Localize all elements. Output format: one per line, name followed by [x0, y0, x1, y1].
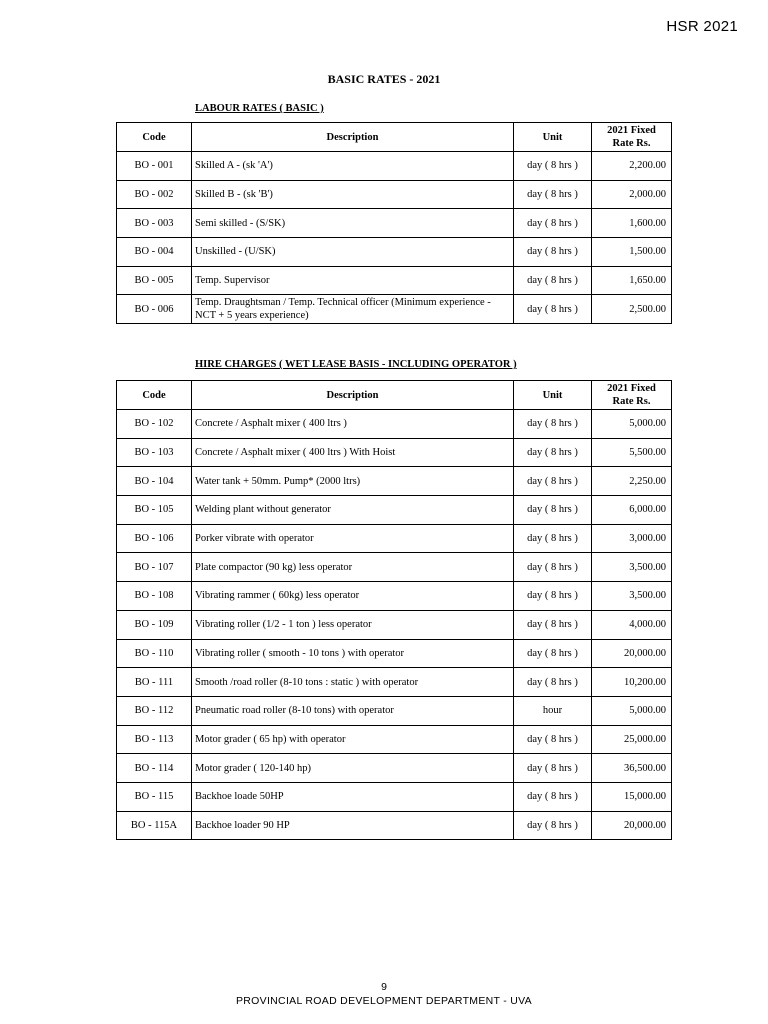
- cell-rate: 3,500.00: [592, 582, 672, 611]
- table-row: [117, 610, 672, 639]
- table-row: [117, 754, 672, 783]
- cell-description: Semi skilled - (S/SK): [192, 209, 514, 238]
- cell-code: BO - 113: [117, 725, 192, 754]
- cell-code: BO - 115: [117, 782, 192, 811]
- hire-charges-table: [116, 380, 672, 840]
- cell-rate: 36,500.00: [592, 754, 672, 783]
- column-header-unit: Unit: [514, 123, 592, 152]
- cell-description: Temp. Draughtsman / Temp. Technical officer (Minimum experience - NCT + 5 years experience): [192, 295, 514, 324]
- cell-description: Unskilled - (U/SK): [192, 238, 514, 267]
- cell-description: Motor grader ( 120-140 hp): [192, 754, 514, 783]
- cell-description: Concrete / Asphalt mixer ( 400 ltrs ): [192, 410, 514, 439]
- cell-unit: day ( 8 hrs ): [514, 496, 592, 525]
- cell-code: BO - 114: [117, 754, 192, 783]
- cell-unit: day ( 8 hrs ): [514, 610, 592, 639]
- cell-code: BO - 110: [117, 639, 192, 668]
- cell-unit: day ( 8 hrs ): [514, 467, 592, 496]
- table-row: [117, 553, 672, 582]
- labour-rates-table: [116, 122, 672, 324]
- page-title: BASIC RATES - 2021: [327, 72, 441, 86]
- labour-section-heading: LABOUR RATES ( BASIC ): [195, 103, 324, 114]
- table-row: [117, 238, 672, 267]
- cell-code: BO - 006: [117, 295, 192, 324]
- cell-description: Plate compactor (90 kg) less operator: [192, 553, 514, 582]
- cell-unit: day ( 8 hrs ): [514, 524, 592, 553]
- cell-rate: 1,600.00: [592, 209, 672, 238]
- cell-description: Water tank + 50mm. Pump* (2000 ltrs): [192, 467, 514, 496]
- cell-rate: 20,000.00: [592, 811, 672, 840]
- column-header-description: Description: [192, 123, 514, 152]
- cell-code: BO - 115A: [117, 811, 192, 840]
- cell-rate: 5,500.00: [592, 438, 672, 467]
- cell-unit: day ( 8 hrs ): [514, 238, 592, 267]
- page-number: 9: [381, 981, 387, 993]
- table-row: [117, 152, 672, 181]
- table-row: [117, 209, 672, 238]
- cell-rate: 3,500.00: [592, 553, 672, 582]
- table-row: [117, 180, 672, 209]
- cell-description: Welding plant without generator: [192, 496, 514, 525]
- cell-rate: 2,200.00: [592, 152, 672, 181]
- table-row: [117, 696, 672, 725]
- cell-code: BO - 107: [117, 553, 192, 582]
- cell-rate: 15,000.00: [592, 782, 672, 811]
- column-header-rate: [592, 123, 672, 152]
- table-row: [117, 496, 672, 525]
- hire-section-heading: HIRE CHARGES ( WET LEASE BASIS - INCLUDING OPERATOR ): [195, 359, 517, 370]
- cell-rate: 5,000.00: [592, 410, 672, 439]
- table-row: [117, 524, 672, 553]
- cell-description: Vibrating roller (1/2 - 1 ton ) less operator: [192, 610, 514, 639]
- cell-code: BO - 111: [117, 668, 192, 697]
- cell-unit: day ( 8 hrs ): [514, 410, 592, 439]
- cell-unit: hour: [514, 696, 592, 725]
- rate-header-line2: Rate Rs.: [612, 396, 651, 407]
- cell-rate: 2,500.00: [592, 295, 672, 324]
- cell-rate: 6,000.00: [592, 496, 672, 525]
- cell-description: Concrete / Asphalt mixer ( 400 ltrs ) With Hoist: [192, 438, 514, 467]
- cell-rate: 20,000.00: [592, 639, 672, 668]
- cell-description: Skilled A - (sk 'A'): [192, 152, 514, 181]
- cell-code: BO - 112: [117, 696, 192, 725]
- cell-code: BO - 103: [117, 438, 192, 467]
- cell-unit: day ( 8 hrs ): [514, 639, 592, 668]
- table-row: [117, 668, 672, 697]
- cell-unit: day ( 8 hrs ): [514, 553, 592, 582]
- cell-code: BO - 109: [117, 610, 192, 639]
- cell-code: BO - 108: [117, 582, 192, 611]
- cell-code: BO - 002: [117, 180, 192, 209]
- cell-description: Vibrating roller ( smooth - 10 tons ) with operator: [192, 639, 514, 668]
- cell-code: BO - 104: [117, 467, 192, 496]
- table-row: [117, 438, 672, 467]
- cell-description: Backhoe loade 50HP: [192, 782, 514, 811]
- table-row: [117, 725, 672, 754]
- cell-rate: 1,500.00: [592, 238, 672, 267]
- table-row: [117, 467, 672, 496]
- rate-header-line1: 2021 Fixed: [607, 383, 656, 394]
- cell-rate: 1,650.00: [592, 266, 672, 295]
- cell-description: Smooth /road roller (8-10 tons : static ) with operator: [192, 668, 514, 697]
- column-header-code: Code: [117, 123, 192, 152]
- column-header-description: Description: [192, 381, 514, 410]
- table-row: [117, 582, 672, 611]
- table-row: [117, 266, 672, 295]
- cell-description: Vibrating rammer ( 60kg) less operator: [192, 582, 514, 611]
- cell-code: BO - 102: [117, 410, 192, 439]
- document-code: HSR 2021: [666, 18, 738, 35]
- table-row: [117, 410, 672, 439]
- table-header-row: [117, 123, 672, 152]
- cell-unit: day ( 8 hrs ): [514, 754, 592, 783]
- cell-code: BO - 005: [117, 266, 192, 295]
- cell-rate: 5,000.00: [592, 696, 672, 725]
- cell-description: Motor grader ( 65 hp) with operator: [192, 725, 514, 754]
- cell-code: BO - 106: [117, 524, 192, 553]
- column-header-unit: Unit: [514, 381, 592, 410]
- cell-unit: day ( 8 hrs ): [514, 782, 592, 811]
- cell-description: Porker vibrate with operator: [192, 524, 514, 553]
- cell-unit: day ( 8 hrs ): [514, 582, 592, 611]
- column-header-rate: [592, 381, 672, 410]
- cell-unit: day ( 8 hrs ): [514, 295, 592, 324]
- cell-rate: 2,250.00: [592, 467, 672, 496]
- cell-unit: day ( 8 hrs ): [514, 725, 592, 754]
- cell-description: Backhoe loader 90 HP: [192, 811, 514, 840]
- cell-rate: 25,000.00: [592, 725, 672, 754]
- table-header-row: [117, 381, 672, 410]
- rate-header-line1: 2021 Fixed: [607, 125, 656, 136]
- cell-unit: day ( 8 hrs ): [514, 266, 592, 295]
- table-row: [117, 295, 672, 324]
- cell-unit: day ( 8 hrs ): [514, 811, 592, 840]
- footer-department: PROVINCIAL ROAD DEVELOPMENT DEPARTMENT - UVA: [236, 995, 532, 1007]
- cell-code: BO - 105: [117, 496, 192, 525]
- cell-description: Temp. Supervisor: [192, 266, 514, 295]
- cell-code: BO - 004: [117, 238, 192, 267]
- table-row: [117, 639, 672, 668]
- cell-unit: day ( 8 hrs ): [514, 180, 592, 209]
- cell-rate: 2,000.00: [592, 180, 672, 209]
- cell-description: Skilled B - (sk 'B'): [192, 180, 514, 209]
- cell-rate: 10,200.00: [592, 668, 672, 697]
- cell-code: BO - 001: [117, 152, 192, 181]
- cell-rate: 4,000.00: [592, 610, 672, 639]
- cell-rate: 3,000.00: [592, 524, 672, 553]
- cell-unit: day ( 8 hrs ): [514, 438, 592, 467]
- cell-unit: day ( 8 hrs ): [514, 152, 592, 181]
- table-row: [117, 811, 672, 840]
- rate-header-line2: Rate Rs.: [612, 138, 651, 149]
- cell-unit: day ( 8 hrs ): [514, 668, 592, 697]
- cell-code: BO - 003: [117, 209, 192, 238]
- cell-unit: day ( 8 hrs ): [514, 209, 592, 238]
- column-header-code: Code: [117, 381, 192, 410]
- cell-description: Pneumatic road roller (8-10 tons) with operator: [192, 696, 514, 725]
- table-row: [117, 782, 672, 811]
